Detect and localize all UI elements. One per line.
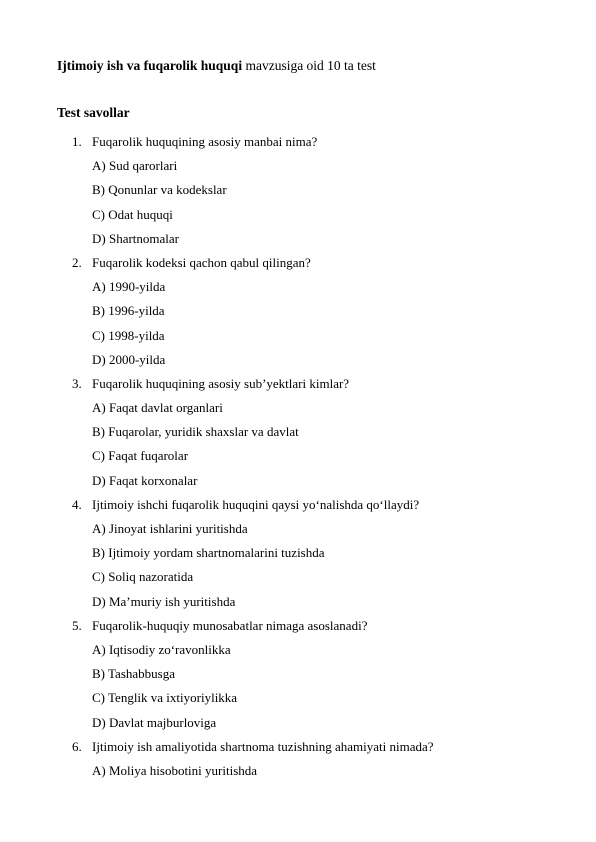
question-number: 1. [72, 134, 82, 149]
answer-option: C) Odat huquqi [92, 206, 173, 222]
answer-option: A) Faqat davlat organlari [92, 400, 223, 416]
question-item [72, 130, 572, 154]
answer-option: A) Sud qarorlari [92, 158, 178, 174]
question-item [72, 735, 572, 759]
question-text: Fuqarolik huquqining asosiy manbai nima? [92, 134, 318, 149]
answer-option: D) Shartnomalar [92, 230, 180, 246]
question-text: Fuqarolik huquqining asosiy sub’yektlari kimlar? [92, 375, 350, 391]
question-item [72, 614, 572, 638]
question-text: Fuqarolik kodeksi qachon qabul qilingan? [92, 254, 311, 270]
title-suffix: mavzusiga oid 10 ta test [242, 58, 376, 73]
answer-option: B) Fuqarolar, yuridik shaxslar va davlat [92, 424, 299, 440]
answer-option: D) Ma’muriy ish yuritishda [92, 593, 236, 609]
answer-option: D) 2000-yilda [92, 351, 166, 367]
answer-option: A) 1990-yilda [92, 279, 166, 295]
question-number: 6. [72, 738, 82, 754]
question-item [72, 372, 572, 396]
question-text: Fuqarolik-huquqiy munosabatlar nimaga asoslanadi? [92, 617, 368, 633]
question-number: 3. [72, 375, 82, 391]
answer-option: A) Iqtisodiy zo‘ravonlikka [92, 641, 231, 657]
question-text: Ijtimoiy ishchi fuqarolik huquqini qaysi yo‘nalishda qo‘llaydi? [92, 496, 420, 512]
answer-option: B) Qonunlar va kodekslar [92, 182, 227, 198]
answer-option: D) Davlat majburloviga [92, 714, 217, 730]
question-number: 5. [72, 617, 82, 633]
answer-option: A) Moliya hisobotini yuritishda [92, 762, 258, 778]
answer-option: C) 1998-yilda [92, 327, 165, 343]
section-heading: Test savollar [57, 105, 130, 120]
question-list [72, 130, 572, 783]
answer-option: C) Tenglik va ixtiyoriylikka [92, 690, 238, 706]
title-topic: Ijtimoiy ish va fuqarolik huquqi [57, 58, 243, 73]
question-item [72, 251, 572, 275]
answer-option: B) Ijtimoiy yordam shartnomalarini tuzishda [92, 545, 325, 561]
document-title [57, 58, 376, 74]
answer-option: C) Faqat fuqarolar [92, 448, 189, 464]
question-text: Ijtimoiy ish amaliyotida shartnoma tuzishning ahamiyati nimada? [92, 738, 434, 754]
answer-option: D) Faqat korxonalar [92, 472, 198, 488]
answer-option: B) 1996-yilda [92, 303, 165, 319]
answer-option: C) Soliq nazoratida [92, 569, 194, 585]
question-number: 4. [72, 496, 82, 512]
answer-option: A) Jinoyat ishlarini yuritishda [92, 521, 248, 536]
question-item [72, 493, 572, 517]
question-number: 2. [72, 254, 82, 270]
answer-option: B) Tashabbusga [92, 666, 175, 682]
